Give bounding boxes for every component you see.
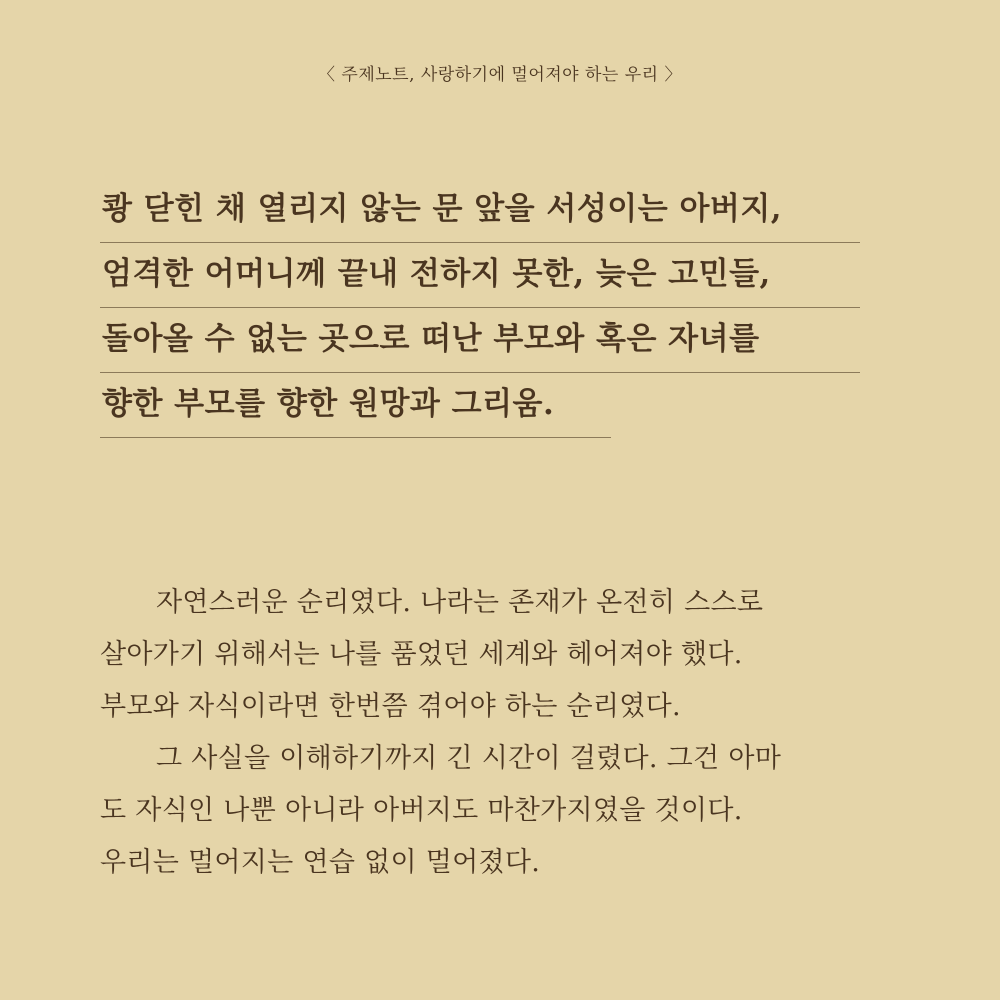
paragraph-line: 자연스러운 순리였다. 나라는 존재가 온전히 스스로 xyxy=(156,587,764,618)
paragraph-1 xyxy=(100,577,900,733)
pull-quote xyxy=(100,178,880,438)
paragraph-line: 우리는 멀어지는 연습 없이 멀어졌다. xyxy=(100,847,541,878)
paragraph-2 xyxy=(100,733,900,889)
paragraph-line: 살아가기 위해서는 나를 품었던 세계와 헤어져야 했다. xyxy=(100,639,743,670)
page-header: 〈 주제노트, 사랑하기에 멀어져야 하는 우리 〉 xyxy=(318,65,682,85)
paragraph-line: 도 자식인 나뿐 아니라 아버지도 마찬가지였을 것이다. xyxy=(100,795,743,826)
quote-line: 쾅 닫힌 채 열리지 않는 문 앞을 서성이는 아버지, xyxy=(100,178,860,243)
paragraph-line: 그 사실을 이해하기까지 긴 시간이 걸렸다. 그건 아마 xyxy=(156,743,782,774)
quote-line: 돌아올 수 없는 곳으로 떠난 부모와 혹은 자녀를 xyxy=(100,308,860,373)
body-text xyxy=(100,577,900,889)
quote-line: 향한 부모를 향한 원망과 그리움. xyxy=(100,373,611,438)
quote-line: 엄격한 어머니께 끝내 전하지 못한, 늦은 고민들, xyxy=(100,243,860,308)
paragraph-line: 부모와 자식이라면 한번쯤 겪어야 하는 순리였다. xyxy=(100,691,681,722)
